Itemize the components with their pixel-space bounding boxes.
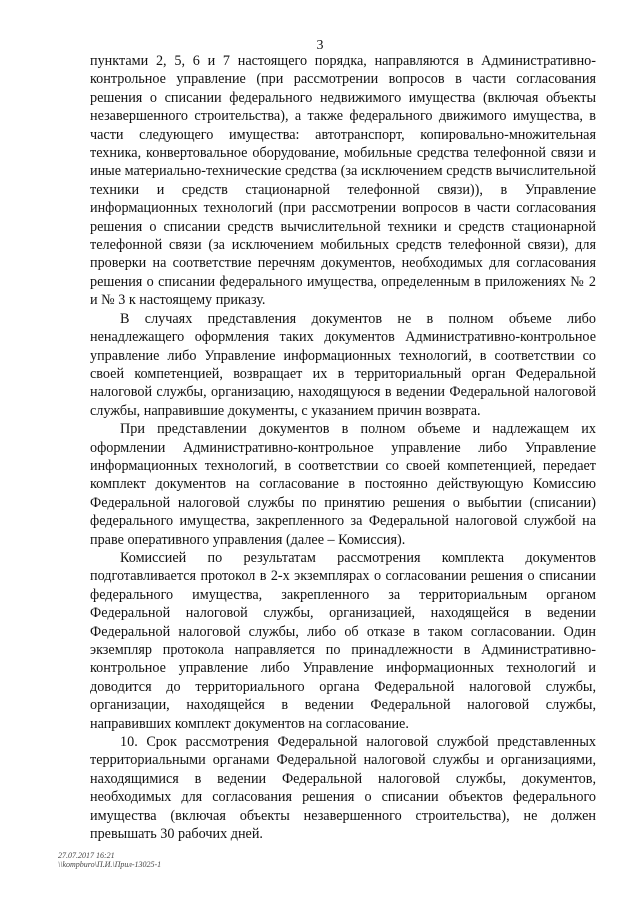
page-number: 3 — [316, 38, 324, 53]
paragraph: Комиссией по результатам рассмотрения комплекта документов подготавливается протокол в 2-х экземплярах о согласовании решения о списании федерального имущества, закрепленного за территориальным органом Федеральной налоговой службы, организацией, находящейся в ведении Федеральной налоговой службы, либо об отказе в таком согласовании. Один экземпляр протокола направляется по принадлежности в Административно-контрольное управление либо Управление информационных технологий и доводится до территориального органа Федеральной налоговой службы, организации, находящейся в ведении Федеральной налоговой службы, направивших комплект документов на согласование. — [90, 549, 596, 732]
paragraph: В случаях представления документов не в полном объеме либо ненадлежащего оформления таких документов Административно-контрольное управление либо Управление информационных технологий, в соответствии со своей компетенцией, возвращает их в территориальный орган Федеральной налоговой службы, организацию, находящуюся в ведении Федеральной налоговой службы, направившие документы, с указанием причин возврата. — [90, 310, 596, 419]
paragraph: пунктами 2, 5, 6 и 7 настоящего порядка, направляются в Административно-контрольное управление (при рассмотрении вопросов в части согласования решения о списании федерального недвижимого имущества (включая объекты незавершенного строительства), а также федерального движимого имущества, в части следующего имущества: автотранспорт, копировально-множительная техника, конвертовальное оборудование, мобильные средства телефонной связи и иные материально-технические средства (за исключением средств вычислительной техники и средств стационарной телефонной связи)), в Управление информационных технологий (при рассмотрении вопросов в части согласования решения о списании средств вычислительной техники и средств стационарной телефонной связи (за исключением мобильных средств телефонной связи), для проверки на соответствие перечням документов, необходимых для согласования решения о списании федерального имущества, определенным в приложениях № 2 и № 3 к настоящему приказу. — [90, 53, 596, 309]
paragraph: 10. Срок рассмотрения Федеральной налоговой службой представленных территориальными органами Федеральной налоговой службы и организациями, находящимися в ведении Федеральной налоговой службы, документов, необходимых для согласования решения о списании объектов федерального имущества (включая объекты незавершенного строительства), не должен превышать 30 рабочих дней. — [90, 734, 596, 843]
document-body — [90, 52, 596, 843]
footer-timestamp: 27.07.2017 16:21 — [58, 851, 115, 860]
paragraph: При представлении документов в полном объеме и надлежащем их оформлении Административно-контрольное управление либо Управление информационных технологий, в соответствии со своей компетенцией, передает комплект документов на согласование в постоянно действующую Комиссию Федеральной налоговой службы по принятию решения о выбытии (списании) федерального имущества, закрепленного за Федеральной налоговой службой на праве оперативного управления (далее – Комиссия). — [90, 421, 596, 548]
footer-note — [58, 851, 161, 869]
footer-file-path: \\kompburo\П.И.\Прил-13025-1 — [58, 860, 162, 869]
